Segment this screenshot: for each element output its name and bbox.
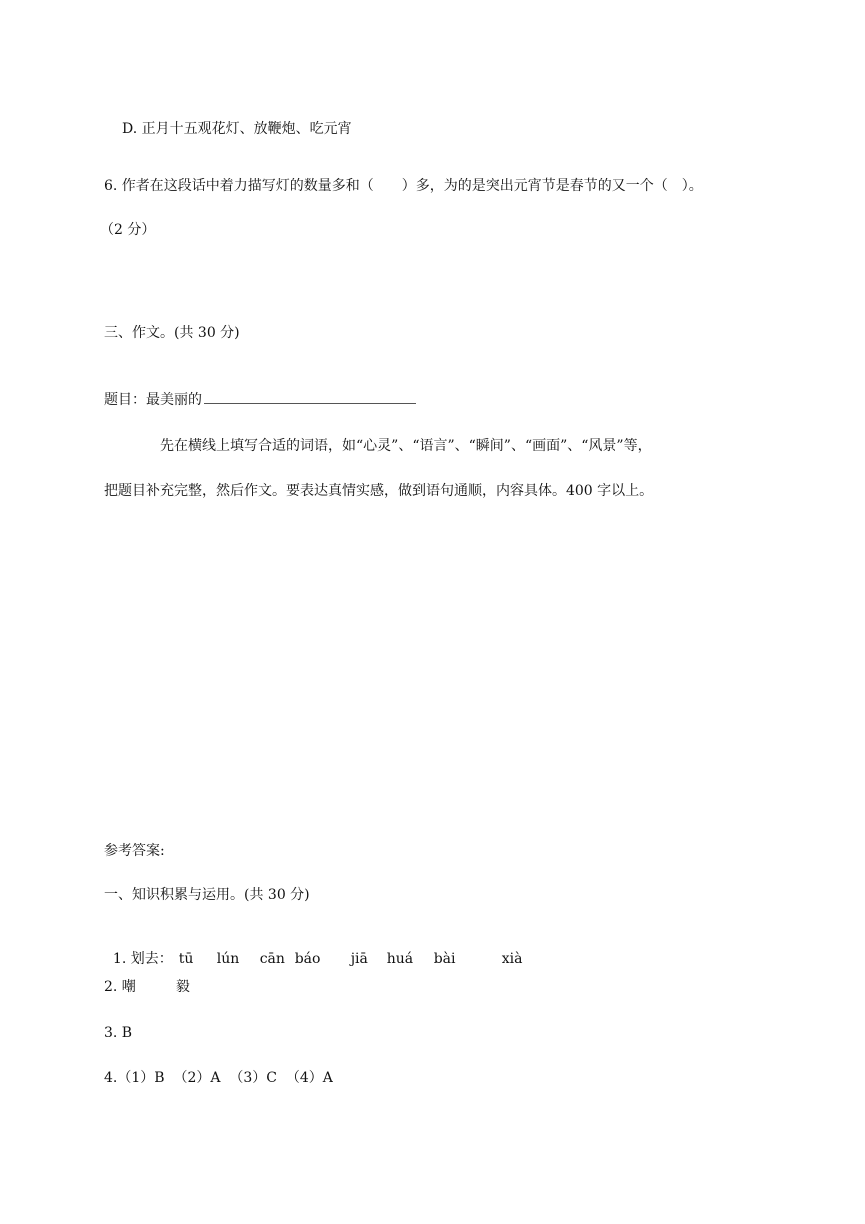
essay-instruction-2: 把题目补充完整，然后作文。要表达真情实感，做到语句通顺，内容具体。400 字以上。 xyxy=(104,483,654,499)
pinyin-2: lún xyxy=(216,951,240,967)
question-6-score: （2 分） xyxy=(100,222,156,238)
answers-section-1: 一、知识积累与运用。(共 30 分) xyxy=(104,887,310,903)
pinyin-4: báo xyxy=(294,951,321,967)
answer-2-a: 2. 嘲 xyxy=(104,979,136,995)
answer-4: 4.（1）B （2）A （3）C （4）A xyxy=(104,1070,333,1086)
option-d: D. 正月十五观花灯、放鞭炮、吃元宵 xyxy=(122,121,352,137)
question-6-text: 6. 作者在这段话中着力描写灯的数量多和（ ）多，为的是突出元宵节是春节的又一个（ ）。 xyxy=(104,178,703,194)
answer-3: 3. B xyxy=(104,1025,133,1041)
pinyin-6: huá xyxy=(386,951,414,967)
answer-2-b: 毅 xyxy=(175,979,190,995)
pinyin-8: xià xyxy=(501,951,523,967)
essay-title xyxy=(104,389,416,409)
pinyin-1: tū xyxy=(178,951,194,967)
answer-1-prefix: 1. 划去： xyxy=(112,951,173,967)
essay-title-prefix: 题目：最美丽的 xyxy=(104,392,202,408)
answer-1 xyxy=(104,932,522,968)
essay-instruction-1: 先在横线上填写合适的词语，如“心灵”、“语言”、“瞬间”、“画面”、“风景”等， xyxy=(160,438,652,454)
answer-2 xyxy=(104,978,190,996)
answers-heading: 参考答案: xyxy=(104,843,165,859)
essay-title-blank xyxy=(204,389,416,404)
pinyin-7: bài xyxy=(433,951,456,967)
pinyin-5: jiā xyxy=(350,951,368,967)
section-3-title: 三、作文。(共 30 分) xyxy=(104,325,240,341)
pinyin-3: cān xyxy=(259,951,285,967)
